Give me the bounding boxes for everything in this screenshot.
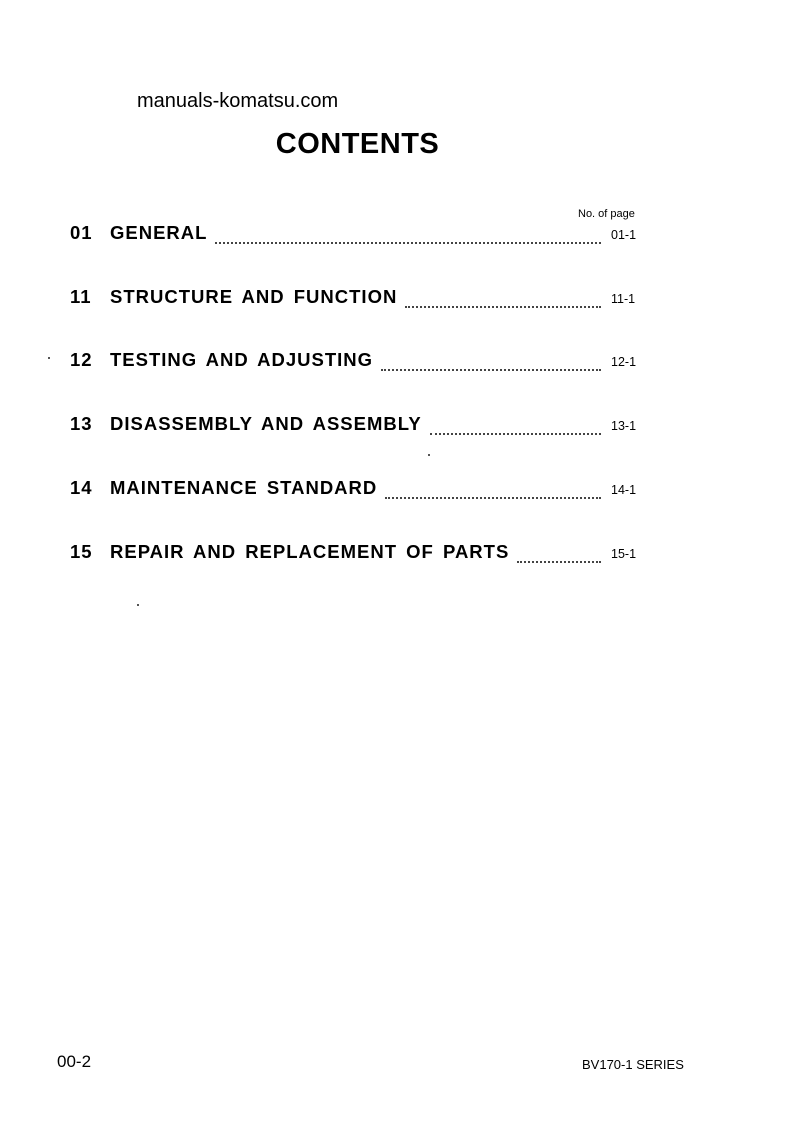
entry-number: 01 xyxy=(70,222,93,243)
entry-number: 15 xyxy=(70,541,93,562)
entry-label: DISASSEMBLY AND ASSEMBLY xyxy=(110,413,422,434)
entry-page: 11-1 xyxy=(611,292,636,306)
dot-leader xyxy=(381,369,601,371)
entry-label: GENERAL xyxy=(110,222,208,243)
series-label: BV170-1 SERIES xyxy=(582,1057,684,1072)
dot-leader xyxy=(385,497,601,499)
toc-entry[interactable] xyxy=(70,222,645,246)
entry-label: STRUCTURE AND FUNCTION xyxy=(110,286,398,307)
toc-entry[interactable] xyxy=(70,541,645,565)
entry-label: REPAIR AND REPLACEMENT OF PARTS xyxy=(110,541,510,562)
entry-page: 01-1 xyxy=(611,228,637,242)
entry-label: MAINTENANCE STANDARD xyxy=(110,477,378,498)
entry-number: 13 xyxy=(70,413,93,434)
toc-entry[interactable] xyxy=(70,413,645,437)
toc-entry[interactable] xyxy=(70,349,645,373)
dot-leader xyxy=(517,561,601,563)
entry-number: 11 xyxy=(70,286,92,307)
scan-speck xyxy=(137,604,139,606)
column-header-page: No. of page xyxy=(578,208,635,220)
entry-page: 13-1 xyxy=(611,419,637,433)
dot-leader xyxy=(430,433,601,435)
scan-speck xyxy=(428,454,430,456)
page-title: CONTENTS xyxy=(275,128,440,160)
scan-speck xyxy=(48,357,50,359)
entry-number: 12 xyxy=(70,349,93,370)
entry-page: 14-1 xyxy=(611,483,637,497)
toc-entry[interactable] xyxy=(70,286,645,310)
page-number: 00-2 xyxy=(57,1052,92,1071)
watermark-text: manuals-komatsu.com xyxy=(137,90,339,112)
entry-label: TESTING AND ADJUSTING xyxy=(110,349,374,370)
dot-leader xyxy=(215,242,601,244)
entry-page: 15-1 xyxy=(611,547,637,561)
dot-leader xyxy=(405,306,601,308)
toc-entry[interactable] xyxy=(70,477,645,501)
entry-page: 12-1 xyxy=(611,355,637,369)
entry-number: 14 xyxy=(70,477,93,498)
